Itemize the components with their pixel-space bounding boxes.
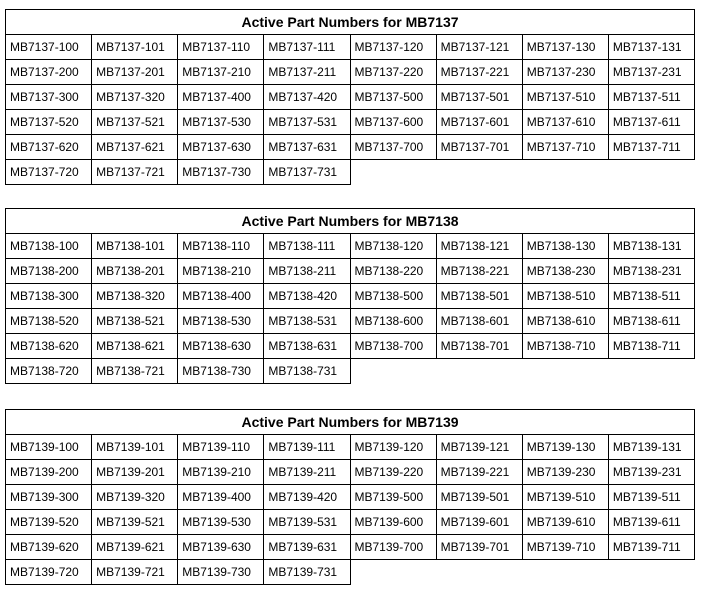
part-number-cell: MB7137-400	[178, 85, 264, 110]
part-number-cell: MB7138-721	[92, 359, 178, 384]
part-number-cell: MB7138-610	[522, 309, 608, 334]
part-number-cell: MB7139-111	[264, 435, 350, 460]
part-number-cell: MB7137-200	[6, 60, 92, 85]
part-numbers-table-mb7137	[5, 9, 695, 185]
table-title: Active Part Numbers for MB7138	[6, 209, 695, 234]
part-number-cell: MB7139-710	[522, 535, 608, 560]
part-number-cell: MB7138-220	[350, 259, 436, 284]
part-number-cell: MB7137-630	[178, 135, 264, 160]
table-row	[6, 560, 695, 585]
part-number-cell: MB7139-200	[6, 460, 92, 485]
part-number-cell: MB7139-100	[6, 435, 92, 460]
part-number-cell: MB7137-731	[264, 160, 350, 185]
part-number-cell: MB7137-220	[350, 60, 436, 85]
empty-cell	[350, 359, 436, 384]
empty-cell	[522, 359, 608, 384]
part-number-cell: MB7138-120	[350, 234, 436, 259]
part-number-cell: MB7138-200	[6, 259, 92, 284]
part-number-cell: MB7139-631	[264, 535, 350, 560]
table-title: Active Part Numbers for MB7137	[6, 10, 695, 35]
part-numbers-table-mb7138	[5, 208, 695, 384]
table-body	[6, 35, 695, 185]
table-row	[6, 60, 695, 85]
table-row	[6, 309, 695, 334]
part-number-cell: MB7139-721	[92, 560, 178, 585]
part-number-cell: MB7138-211	[264, 259, 350, 284]
empty-cell	[608, 160, 694, 185]
part-number-cell: MB7138-710	[522, 334, 608, 359]
table-row	[6, 135, 695, 160]
part-number-cell: MB7137-720	[6, 160, 92, 185]
part-number-cell: MB7138-530	[178, 309, 264, 334]
part-number-cell: MB7138-500	[350, 284, 436, 309]
empty-cell	[350, 160, 436, 185]
part-number-cell: MB7138-131	[608, 234, 694, 259]
part-number-cell: MB7138-231	[608, 259, 694, 284]
part-number-cell: MB7138-611	[608, 309, 694, 334]
part-number-cell: MB7137-210	[178, 60, 264, 85]
part-number-cell: MB7137-101	[92, 35, 178, 60]
part-number-cell: MB7139-711	[608, 535, 694, 560]
part-number-cell: MB7139-530	[178, 510, 264, 535]
part-number-cell: MB7139-621	[92, 535, 178, 560]
part-number-cell: MB7137-530	[178, 110, 264, 135]
part-number-cell: MB7137-130	[522, 35, 608, 60]
part-number-cell: MB7138-201	[92, 259, 178, 284]
part-number-cell: MB7138-520	[6, 309, 92, 334]
table-row	[6, 110, 695, 135]
part-number-cell: MB7138-320	[92, 284, 178, 309]
part-number-cell: MB7137-300	[6, 85, 92, 110]
part-number-cell: MB7138-621	[92, 334, 178, 359]
part-number-cell: MB7137-611	[608, 110, 694, 135]
empty-cell	[436, 560, 522, 585]
table-row	[6, 359, 695, 384]
part-number-cell: MB7138-701	[436, 334, 522, 359]
part-number-cell: MB7139-300	[6, 485, 92, 510]
part-number-cell: MB7138-630	[178, 334, 264, 359]
part-number-cell: MB7137-510	[522, 85, 608, 110]
part-number-cell: MB7139-731	[264, 560, 350, 585]
part-number-cell: MB7139-630	[178, 535, 264, 560]
part-number-cell: MB7139-231	[608, 460, 694, 485]
part-number-cell: MB7138-210	[178, 259, 264, 284]
part-number-cell: MB7137-730	[178, 160, 264, 185]
empty-cell	[522, 160, 608, 185]
part-number-cell: MB7139-531	[264, 510, 350, 535]
part-number-cell: MB7139-521	[92, 510, 178, 535]
table-row	[6, 535, 695, 560]
part-number-cell: MB7138-230	[522, 259, 608, 284]
table-row	[6, 435, 695, 460]
part-number-cell: MB7139-720	[6, 560, 92, 585]
part-number-cell: MB7137-221	[436, 60, 522, 85]
part-number-cell: MB7138-110	[178, 234, 264, 259]
part-number-cell: MB7138-221	[436, 259, 522, 284]
part-number-cell: MB7137-500	[350, 85, 436, 110]
part-number-cell: MB7139-320	[92, 485, 178, 510]
part-number-cell: MB7137-701	[436, 135, 522, 160]
part-number-cell: MB7138-600	[350, 309, 436, 334]
part-number-cell: MB7138-720	[6, 359, 92, 384]
part-number-cell: MB7139-700	[350, 535, 436, 560]
table-body	[6, 435, 695, 585]
empty-cell	[522, 560, 608, 585]
part-number-cell: MB7137-721	[92, 160, 178, 185]
part-number-cell: MB7139-520	[6, 510, 92, 535]
part-number-cell: MB7137-201	[92, 60, 178, 85]
part-number-cell: MB7138-420	[264, 284, 350, 309]
part-number-cell: MB7138-101	[92, 234, 178, 259]
empty-cell	[436, 160, 522, 185]
part-number-cell: MB7137-521	[92, 110, 178, 135]
part-number-cell: MB7139-510	[522, 485, 608, 510]
table-row	[6, 259, 695, 284]
table-row	[6, 485, 695, 510]
part-number-cell: MB7138-730	[178, 359, 264, 384]
part-number-cell: MB7138-501	[436, 284, 522, 309]
part-number-cell: MB7139-120	[350, 435, 436, 460]
part-number-cell: MB7138-531	[264, 309, 350, 334]
part-number-cell: MB7137-131	[608, 35, 694, 60]
part-number-cell: MB7139-201	[92, 460, 178, 485]
part-number-cell: MB7137-511	[608, 85, 694, 110]
part-number-cell: MB7139-220	[350, 460, 436, 485]
part-number-cell: MB7138-731	[264, 359, 350, 384]
part-number-cell: MB7138-130	[522, 234, 608, 259]
part-number-cell: MB7139-110	[178, 435, 264, 460]
part-number-cell: MB7138-100	[6, 234, 92, 259]
part-number-cell: MB7137-710	[522, 135, 608, 160]
empty-cell	[436, 359, 522, 384]
part-number-cell: MB7139-400	[178, 485, 264, 510]
part-number-cell: MB7138-700	[350, 334, 436, 359]
part-number-cell: MB7139-500	[350, 485, 436, 510]
table-row	[6, 460, 695, 485]
part-number-cell: MB7139-221	[436, 460, 522, 485]
part-number-cell: MB7137-230	[522, 60, 608, 85]
part-number-cell: MB7137-320	[92, 85, 178, 110]
table-row	[6, 284, 695, 309]
part-number-cell: MB7137-531	[264, 110, 350, 135]
part-number-cell: MB7137-120	[350, 35, 436, 60]
part-number-cell: MB7139-701	[436, 535, 522, 560]
part-number-cell: MB7137-631	[264, 135, 350, 160]
part-number-cell: MB7139-501	[436, 485, 522, 510]
part-number-cell: MB7139-511	[608, 485, 694, 510]
empty-cell	[608, 560, 694, 585]
part-number-cell: MB7137-501	[436, 85, 522, 110]
table-row	[6, 510, 695, 535]
table-row	[6, 85, 695, 110]
part-number-cell: MB7137-610	[522, 110, 608, 135]
part-number-cell: MB7138-521	[92, 309, 178, 334]
part-number-cell: MB7139-601	[436, 510, 522, 535]
part-number-cell: MB7137-211	[264, 60, 350, 85]
part-number-cell: MB7137-231	[608, 60, 694, 85]
part-number-cell: MB7138-601	[436, 309, 522, 334]
part-number-cell: MB7137-420	[264, 85, 350, 110]
part-number-cell: MB7138-511	[608, 284, 694, 309]
part-number-cell: MB7137-700	[350, 135, 436, 160]
table-body	[6, 234, 695, 384]
part-numbers-table-mb7139	[5, 409, 695, 585]
part-number-cell: MB7138-300	[6, 284, 92, 309]
part-number-cell: MB7137-121	[436, 35, 522, 60]
table-title: Active Part Numbers for MB7139	[6, 410, 695, 435]
part-number-cell: MB7139-611	[608, 510, 694, 535]
empty-cell	[350, 560, 436, 585]
part-number-cell: MB7137-111	[264, 35, 350, 60]
part-number-cell: MB7137-600	[350, 110, 436, 135]
part-number-cell: MB7137-621	[92, 135, 178, 160]
part-number-cell: MB7138-121	[436, 234, 522, 259]
part-number-cell: MB7138-631	[264, 334, 350, 359]
part-number-cell: MB7138-711	[608, 334, 694, 359]
part-number-cell: MB7137-520	[6, 110, 92, 135]
part-number-cell: MB7137-100	[6, 35, 92, 60]
part-number-cell: MB7139-121	[436, 435, 522, 460]
part-number-cell: MB7139-610	[522, 510, 608, 535]
part-number-cell: MB7139-130	[522, 435, 608, 460]
part-number-cell: MB7139-131	[608, 435, 694, 460]
part-number-cell: MB7139-101	[92, 435, 178, 460]
part-number-cell: MB7139-730	[178, 560, 264, 585]
part-number-cell: MB7139-211	[264, 460, 350, 485]
part-number-cell: MB7137-620	[6, 135, 92, 160]
part-number-cell: MB7139-210	[178, 460, 264, 485]
part-number-cell: MB7137-601	[436, 110, 522, 135]
table-row	[6, 35, 695, 60]
part-number-cell: MB7139-230	[522, 460, 608, 485]
part-number-cell: MB7139-620	[6, 535, 92, 560]
table-row	[6, 334, 695, 359]
table-row	[6, 160, 695, 185]
part-number-cell: MB7139-420	[264, 485, 350, 510]
table-row	[6, 234, 695, 259]
part-number-cell: MB7137-110	[178, 35, 264, 60]
empty-cell	[608, 359, 694, 384]
part-number-cell: MB7138-111	[264, 234, 350, 259]
part-number-cell: MB7137-711	[608, 135, 694, 160]
part-number-cell: MB7138-400	[178, 284, 264, 309]
part-number-cell: MB7138-620	[6, 334, 92, 359]
part-number-cell: MB7138-510	[522, 284, 608, 309]
part-number-cell: MB7139-600	[350, 510, 436, 535]
